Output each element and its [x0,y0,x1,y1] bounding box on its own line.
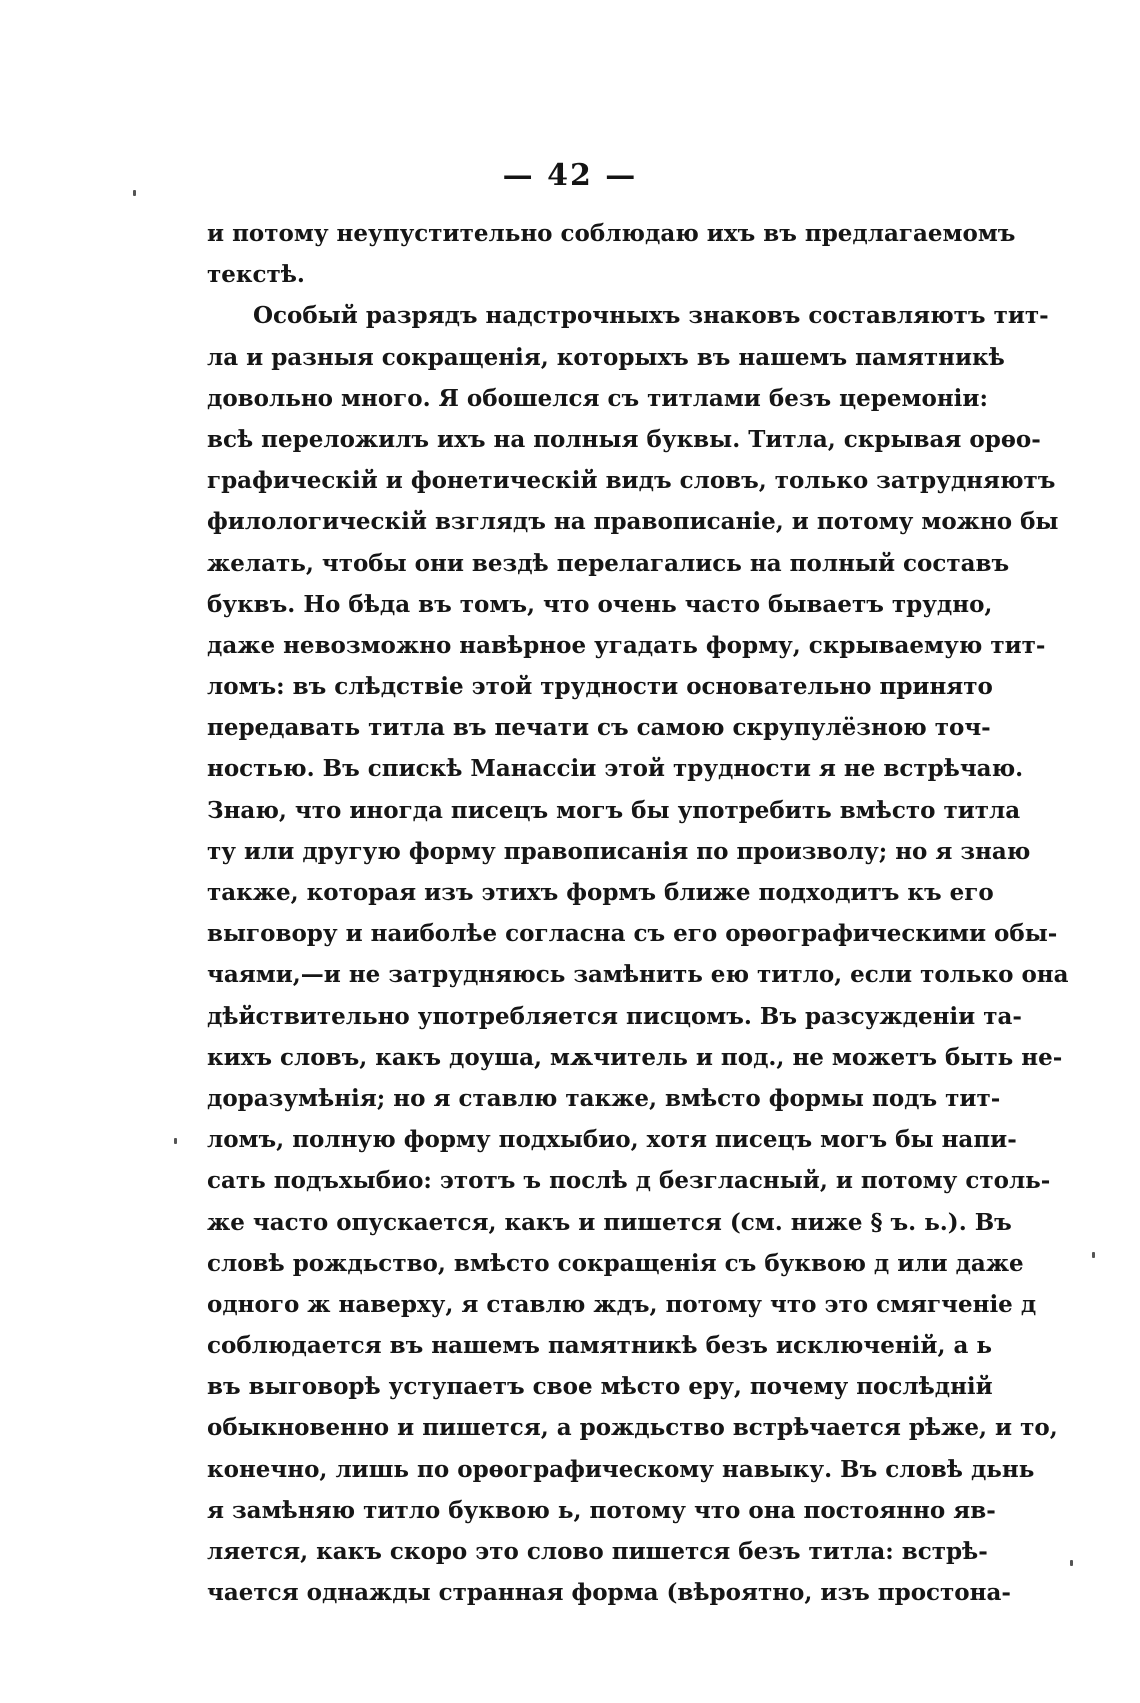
text-line: сать подъхыбио: этотъ ъ послѣ д безгласный, и потому столь- [207,1167,1051,1195]
scan-speck [1070,1560,1073,1566]
text-line: одного ж наверху, я ставлю ждъ, потому что это смягченіе д [207,1290,1037,1318]
text-line: словѣ рождьство, вмѣсто сокращенія съ буквою д или даже [207,1249,1024,1277]
text-line: графическій и фонетическій видъ словъ, только затрудняютъ [207,467,1056,495]
text-line: и потому неупустительно соблюдаю ихъ въ предлагаемомъ [207,220,1016,247]
scan-speck [1092,1252,1095,1258]
text-line: Особый разрядъ надстрочныхъ знаковъ составляютъ тит- [253,302,1049,330]
text-line: также, которая изъ этихъ формъ ближе подходитъ къ его [207,879,994,906]
text-line: же часто опускается, какъ и пишется (см. ниже § ъ. ь.). Въ [207,1208,1012,1236]
text-line: чается однажды странная форма (вѣроятно, изъ простона- [207,1579,1011,1607]
page-number: — 42 — [502,158,638,193]
text-line: ломъ: въ слѣдствіе этой трудности основательно принято [207,673,993,701]
text-line: кихъ словъ, какъ доуша, мѫчитель и под., не можетъ быть не- [207,1043,1063,1071]
text-line: передавать титла въ печати съ самою скрупулёзною точ- [207,714,991,742]
body-text [207,213,1069,1613]
text-line: ностью. Въ спискѣ Манассіи этой трудности я не встрѣчаю. [207,755,1024,783]
text-line: выговору и наиболѣе согласна съ его орѳографическими обы- [207,920,1058,948]
text-line: обыкновенно и пишется, а рождьство встрѣчается рѣже, и то, [207,1414,1058,1442]
text-line: доразумѣнія; но я ставлю также, вмѣсто формы подъ тит- [207,1084,1001,1112]
text-line: я замѣняю титло буквою ь, потому что она постоянно яв- [207,1496,996,1524]
text-line: буквъ. Но бѣда въ томъ, что очень часто бываетъ трудно, [207,590,993,618]
text-line: всѣ переложилъ ихъ на полныя буквы. Титла, скрывая орѳо- [207,425,1041,453]
text-line: ляется, какъ скоро это слово пишется безъ титла: встрѣ- [207,1538,988,1565]
text-line: желать, чтобы они вездѣ перелагались на полный составъ [207,549,1010,577]
text-line: ла и разныя сокращенія, которыхъ въ нашемъ памятникѣ [207,343,1005,371]
text-line: ломъ, полную форму подхыбио, хотя писецъ могъ бы напи- [207,1126,1017,1154]
scan-speck [174,1138,177,1144]
text-line: въ выговорѣ уступаетъ свое мѣсто еру, почему послѣдній [207,1373,993,1401]
text-line: довольно много. Я обошелся съ титлами безъ церемоніи: [207,384,988,412]
text-line: чаями,—и не затрудняюсь замѣнить ею титло, если только она [207,961,1069,989]
text-line: дѣйствительно употребляется писцомъ. Въ разсужденіи та- [207,1002,1022,1030]
text-line: текстѣ. [207,261,305,289]
text-line: соблюдается въ нашемъ памятникѣ безъ исключеній, а ь [207,1332,993,1360]
scan-speck [133,190,136,196]
text-line: ту или другую форму правописанія по произволу; но я знаю [207,837,1031,865]
text-line: даже невозможно навѣрное угадать форму, скрываемую тит- [207,631,1046,659]
text-line: Знаю, что иногда писецъ могъ бы употребить вмѣсто титла [207,796,1021,824]
text-line: конечно, лишь по орѳографическому навыку. Въ словѣ дьнь [207,1455,1035,1483]
text-line: филологическій взглядъ на правописаніе, и потому можно бы [207,508,1059,536]
